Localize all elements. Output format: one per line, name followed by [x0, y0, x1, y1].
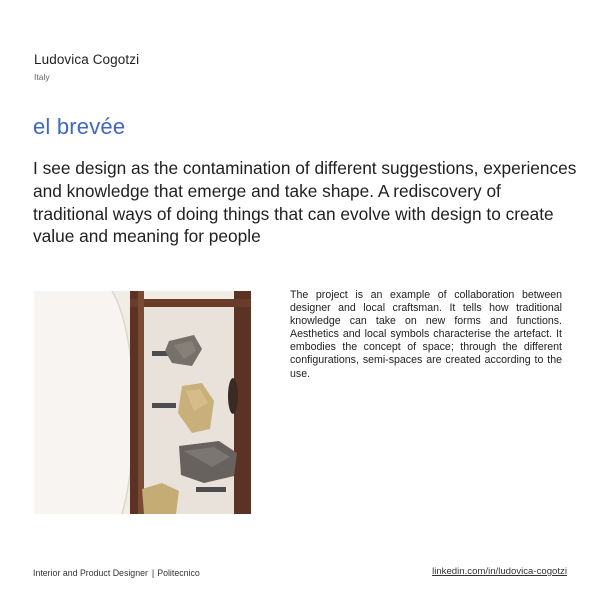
footer-credentials	[33, 568, 200, 578]
designer-country: Italy	[34, 72, 50, 82]
designer-school: Politecnico	[157, 568, 200, 578]
design-statement: I see design as the contamination of different suggestions, experiences and knowledge that emerge and take shape. A rediscovery of traditional ways of doing things that can evolve with design to create value and meaning for people	[33, 158, 577, 247]
designer-name: Ludovica Cogotzi	[34, 52, 140, 67]
project-description: The project is an example of collaboration between designer and local craftsman. It tells how traditional knowledge can take on new forms and functions. Aesthetics and local symbols characterise the artefact. It embodies the concept of space; through the different configurations, semi-spaces are created according to the use.	[290, 289, 562, 380]
designer-role: Interior and Product Designer	[33, 568, 148, 578]
project-image	[34, 291, 251, 514]
footer-separator: |	[151, 568, 155, 578]
project-title: el brevée	[33, 114, 126, 139]
linkedin-link[interactable]: linkedin.com/in/ludovica-cogotzi	[432, 566, 567, 577]
